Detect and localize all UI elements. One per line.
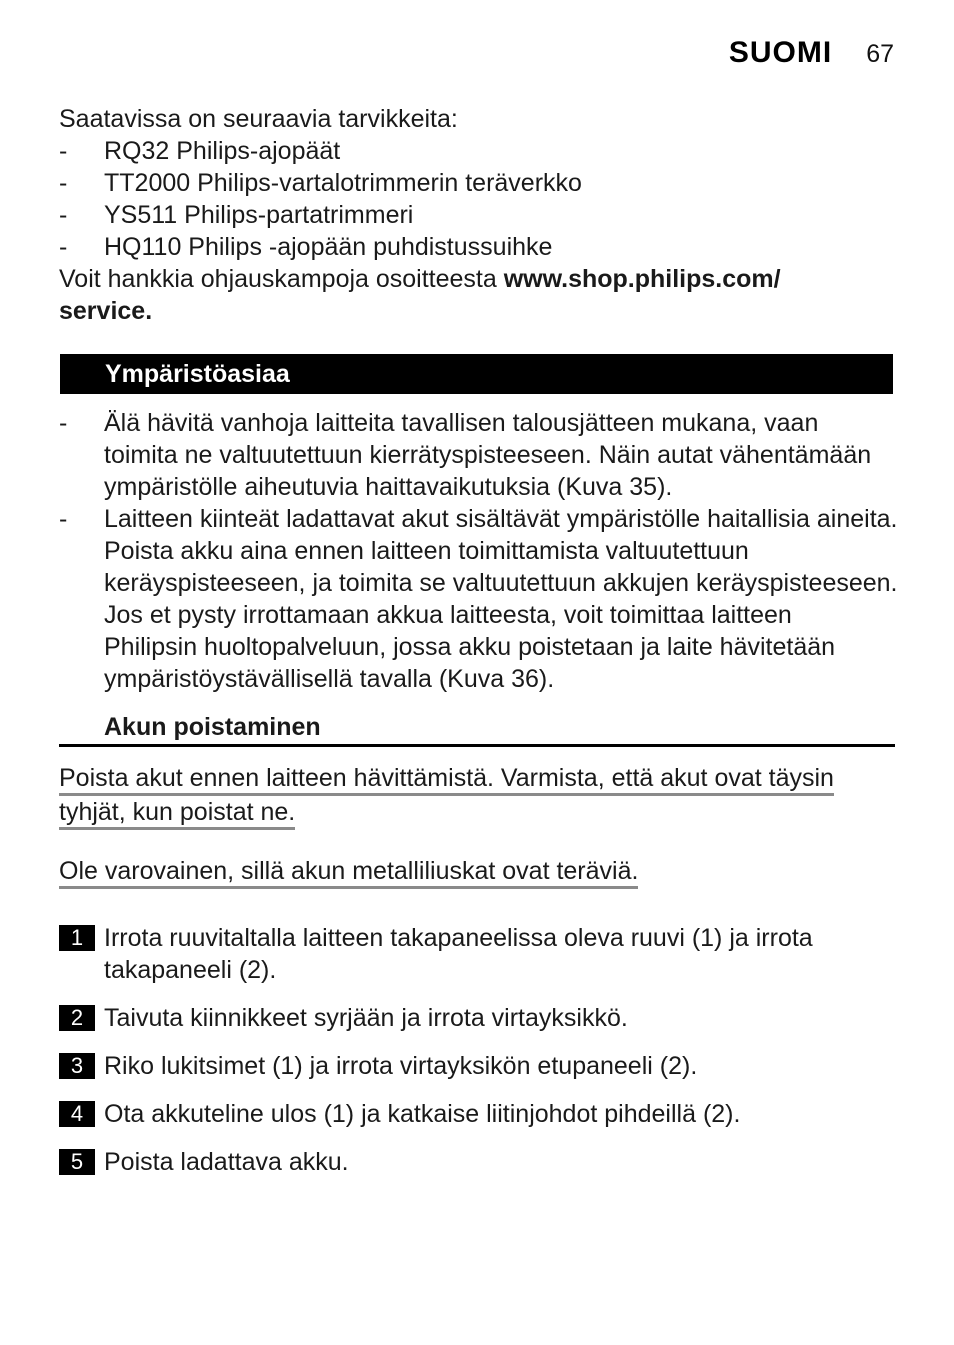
step-number: 1: [59, 925, 95, 951]
step-3: 3 Riko lukitsimet (1) ja irrota virtayksikön etupaneeli (2).: [59, 1050, 899, 1082]
list-item: - YS511 Philips-partatrimmeri: [59, 201, 414, 229]
shop-link[interactable]: www.shop.philips.com/: [503, 265, 781, 293]
environment-section: [59, 407, 899, 695]
accessories-section: [59, 103, 899, 327]
shop-link-continued[interactable]: service.: [59, 297, 153, 325]
step-1: 1 Irrota ruuvitaltalla laitteen takapaneelissa oleva ruuvi (1) ja irrota takapaneeli (2).: [59, 922, 899, 986]
section-title-environment: Ympäristöasiaa: [60, 354, 893, 394]
list-item: - Älä hävitä vanhoja laitteita tavallisen talousjätteen mukana, vaan toimita ne valtuutettuun kierrätyspisteeseen. Näin autat vähentämään ympäristölle aiheutuvia haittavaikutuksia (Kuva 35).: [59, 409, 872, 501]
step-number: 4: [59, 1101, 95, 1127]
battery-warning: Poista akut ennen laitteen hävittämistä. Varmista, että akut ovat täysin tyhjät, kun poistat ne.: [59, 762, 834, 830]
section-title-battery: Akun poistaminen: [59, 711, 895, 747]
list-item: - RQ32 Philips-ajopäät: [59, 137, 341, 165]
list-item: - Laitteen kiinteät ladattavat akut sisältävät ympäristölle haitallisia aineita. Poista akku aina ennen laitteen toimittamista valtuutettuun keräyspisteeseen, ja toimita se valtuutettuun akkujen keräyspisteeseen. Jos et pysty irrottamaan akkua laitteesta, voit toimittaa laitteen Philipsin huoltopalveluun, jossa akku poistetaan ja laite hävitetään ympäristöystävällisellä tavalla (Kuva 36).: [59, 505, 898, 693]
list-item: - HQ110 Philips -ajopään puhdistussuihke: [59, 233, 553, 261]
step-number: 5: [59, 1149, 95, 1175]
step-5: 5 Poista ladattava akku.: [59, 1146, 899, 1178]
accessories-lead: Saatavissa on seuraavia tarvikkeita:: [59, 105, 458, 133]
page-header: [729, 36, 894, 70]
battery-steps: [59, 922, 899, 1194]
step-2: 2 Taivuta kiinnikkeet syrjään ja irrota virtayksikkö.: [59, 1002, 899, 1034]
combs-paragraph: Voit hankkia ohjauskampoja osoitteesta www.shop.philips.com/: [59, 265, 781, 293]
step-number: 3: [59, 1053, 95, 1079]
step-4: 4 Ota akkuteline ulos (1) ja katkaise liitinjohdot pihdeillä (2).: [59, 1098, 899, 1130]
list-item: - TT2000 Philips-vartalotrimmerin teräverkko: [59, 169, 582, 197]
step-number: 2: [59, 1005, 95, 1031]
page-number: 67: [866, 40, 894, 68]
language-label: SUOMI: [728, 36, 833, 69]
sharp-strips-warning: Ole varovainen, sillä akun metalliliuskat ovat teräviä.: [59, 855, 638, 889]
